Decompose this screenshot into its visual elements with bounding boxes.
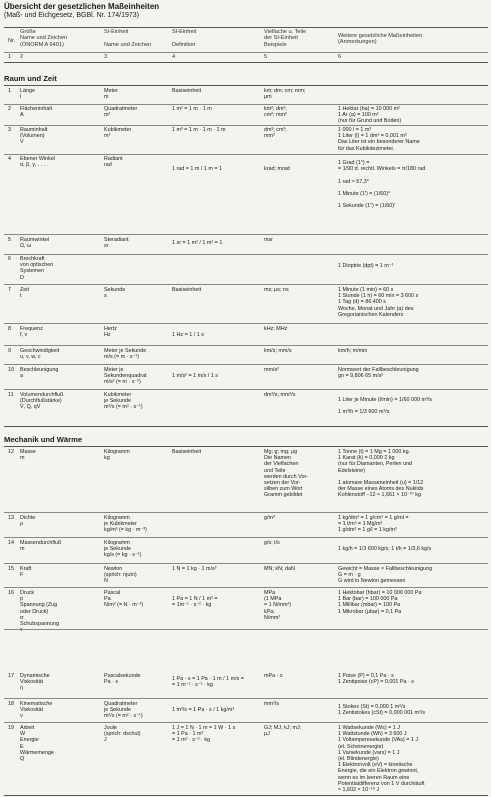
row-17-definition: 1 Pa · s = 1 Pa · 1 m / 1 m/s = = 1 m⁻¹ · s⁻¹ · kg — [172, 676, 244, 689]
row-17-einheit: Pascalsekunde Pa · s — [104, 673, 141, 686]
row-3-definition: 1 m³ = 1 m · 1 m · 1 m — [172, 127, 226, 133]
row-7-vielfache: ms; μs; ns — [264, 287, 289, 293]
row-15-definition: 1 N = 1 kg · 1 m/s² — [172, 566, 217, 572]
page-subtitle: (Maß- und Eichgesetz, BGBl. Nr. 174/1973) — [4, 12, 140, 19]
col-number: 3 — [104, 54, 108, 60]
row-separator — [4, 512, 488, 513]
row-11-vielfache: dm³/s; mm³/s — [264, 392, 296, 398]
row-separator — [4, 104, 488, 105]
row-11-nr: 11 — [8, 392, 14, 398]
header-definition: SI-Einheit Definition — [172, 29, 197, 48]
col-number: 5 — [264, 54, 268, 60]
row-7-einheit: Sekunde s — [104, 287, 126, 300]
row-9-vielfache: km/s; mm/s — [264, 348, 292, 354]
row-3-vielfache: dm³; cm³; mm³ — [264, 127, 287, 140]
row-10-einheit: Meter je Sekundenquadrat m/s² (= m · s⁻²) — [104, 367, 147, 386]
row-2-nr: 2 — [8, 106, 11, 112]
row-separator — [4, 698, 488, 699]
row-separator — [4, 323, 488, 324]
row-17-vielfache: mPa · s — [264, 673, 283, 679]
row-8-nr: 8 — [8, 326, 11, 332]
row-5-vielfache: msr — [264, 237, 273, 243]
header-bottom-rule — [4, 62, 488, 63]
row-14-nr: 14 — [8, 540, 14, 546]
row-3-einheit: Kubikmeter m³ — [104, 127, 132, 140]
row-separator — [4, 537, 488, 538]
row-19-definition: 1 J = 1 N · 1 m = 1 W · 1 s = 1 Pa · 1 m³ = 1 m² · s⁻² · kg — [172, 725, 236, 744]
row-6-groesse: Brechkraft von optischen Systemen D — [20, 256, 54, 281]
row-17-weitere: 1 Poise (P) = 0,1 Pa · s 1 Zentipoise (cP) = 0,001 Pa · s — [338, 673, 414, 686]
header-einheit: SI-Einheit Name und Zeichen — [104, 29, 152, 48]
row-14-einheit: Kilogramm je Sekunde kg/s (= kg · s⁻¹) — [104, 540, 142, 559]
row-15-nr: 15 — [8, 566, 14, 572]
row-4-einheit: Radiant rad — [104, 156, 123, 169]
row-12-einheit: Kilogramm kg — [104, 449, 130, 462]
row-7-weitere: 1 Minute (1 min) = 60 s 1 Stunde (1 h) = 60 min = 3 600 s 1 Tag (d) = 86 400 s Woche, Monat und Jahr (a) des Gregorianischen Kalenders — [338, 287, 419, 318]
row-9-weitere: km/h; m/min — [338, 348, 368, 354]
row-13-vielfache: g/m³ — [264, 515, 275, 521]
row-separator — [4, 254, 488, 255]
row-2-groesse: Flächeninhalt A — [20, 106, 53, 119]
row-14-weitere: 1 kg/h = 1/3 600 kg/s; 1 t/h = 1/3,6 kg/s — [338, 546, 432, 552]
row-1-einheit: Meter m — [104, 88, 118, 101]
col-number: 1 — [8, 54, 12, 60]
row-2-definition: 1 m² = 1 m · 1 m — [172, 106, 212, 112]
row-2-weitere: 1 Hektar (ha) = 10 000 m² 1 Ar (a) = 100 m² (nur für Grund und Boden) — [338, 106, 402, 125]
row-13-einheit: Kilogramm je Kubikmeter kg/m³ (= kg · m⁻³) — [104, 515, 147, 534]
row-9-nr: 9 — [8, 348, 11, 354]
row-16-vielfache: MPa (1 MPa = 1 N/mm²) kPa; N/mm² — [264, 590, 292, 621]
row-5-einheit: Steradiant sr — [104, 237, 129, 250]
row-8-vielfache: kHz; MHz — [264, 326, 288, 332]
col-number: 4 — [172, 54, 176, 60]
row-11-groesse: Volumendurchfluß (Durchflußstärke) V̇, Q, qV — [20, 392, 64, 411]
row-6-weitere: 1 Dioptrie (dpt) = 1 m⁻¹ — [338, 263, 394, 269]
col-number: 6 — [338, 54, 342, 60]
row-15-einheit: Newton (sprich: njutn) N — [104, 566, 137, 585]
row-separator — [4, 284, 488, 285]
row-13-weitere: 1 kg/dm³ = 1 g/cm³ = 1 g/ml = = 1 t/m³ = 1 Mg/m³ 1 g/dm³ = 1 g/l = 1 kg/m³ — [338, 515, 409, 534]
row-14-groesse: Massendurchfluß m — [20, 540, 62, 553]
header-nr: Nr. — [8, 38, 16, 44]
row-19-nr: 19 — [8, 725, 14, 731]
row-separator — [4, 364, 488, 365]
row-3-weitere: 1 000 l = 1 m³ 1 Liter (l) = 1 dm³ = 0,001 m³ Das Liter ist ein besonderer Name für das Kubikdezimeter. — [338, 127, 420, 152]
row-16-einheit: Pascal Pa N/m² (= N · m⁻²) — [104, 590, 144, 609]
row-4-groesse: Ebener Winkel α, β, γ, . . . . — [20, 156, 56, 169]
page-title: Übersicht der gesetzlichen Maßeinheiten — [4, 2, 160, 11]
row-12-vielfache: Mg; g; mg; μg Die Namen der Vielfachen und Teile werden durch Vor- setzen der Vor- silben zum Wort Gramm gebildet — [264, 449, 309, 499]
row-17-nr: 17 — [8, 673, 14, 679]
row-19-einheit: Joule (sprich: dschul) J — [104, 725, 141, 744]
row-16-groesse: Druck p Spannung (Zug oder Druck) σ Schubspannung τ — [20, 590, 59, 634]
row-7-definition: Basiseinheit — [172, 287, 202, 293]
row-18-einheit: Quadratmeter je Sekunde m²/s (= m² · s⁻¹) — [104, 701, 143, 720]
row-7-groesse: Zeit t — [20, 287, 29, 300]
header-top-rule — [4, 27, 488, 28]
row-2-vielfache: km²; dm²; cm²; mm² — [264, 106, 287, 119]
row-1-vielfache: km; dm; cm; mm; μm — [264, 88, 306, 101]
row-8-definition: 1 Hz = 1 / 1 s — [172, 332, 204, 338]
row-separator — [4, 234, 488, 235]
row-13-groesse: Dichte ρ — [20, 515, 36, 528]
section-heading-mechanik: Mechanik und Wärme — [4, 435, 83, 444]
row-separator — [4, 629, 488, 630]
section-end-rule — [4, 426, 488, 427]
header-mid-rule — [4, 52, 488, 53]
row-12-weitere: 1 Tonne (t) = 1 Mg = 1 000 kg. 1 Karat (k) = 0,000 2 kg (nur für Diamanten, Perlen und Edelsteine) 1 atomare Masseneinheit (u) = 1/12 der Masse eines Atoms des Nuklids Kohlenstoff −12 ≈ 1,661 × 10⁻²⁷ kg — [338, 449, 424, 499]
row-17-groesse: Dynamische Viskosität η — [20, 673, 50, 692]
row-18-vielfache: mm²/s — [264, 701, 279, 707]
row-separator — [4, 389, 488, 390]
row-10-definition: 1 m/s² = 1 m/s / 1 s — [172, 373, 218, 379]
row-16-weitere: 1 Hektobar (hbar) = 10 000 000 Pa 1 Bar (bar) = 100 000 Pa 1 Millibar (mbar) = 100 Pa 1 Mikrobar (μbar) = 0,1 Pa — [338, 590, 422, 615]
row-8-groesse: Frequenz f, ν — [20, 326, 43, 339]
row-separator — [4, 345, 488, 346]
row-16-nr: 16 — [8, 590, 14, 596]
row-5-definition: 1 sr = 1 m² / 1 m² = 1 — [172, 240, 223, 246]
row-1-definition: Basiseinheit — [172, 88, 202, 94]
section-heading-raum: Raum und Zeit — [4, 74, 57, 83]
row-separator — [4, 587, 488, 588]
row-separator — [4, 722, 488, 723]
row-separator — [4, 563, 488, 564]
row-18-weitere: 1 Stokes (St) = 0,000 1 m²/s 1 Zentistokes (cSt) = 0,000 001 m²/s — [338, 704, 426, 717]
row-14-vielfache: g/s; t/s — [264, 540, 280, 546]
row-15-groesse: Kraft F — [20, 566, 32, 579]
row-12-definition: Basiseinheit — [172, 449, 202, 455]
row-4-definition: 1 rad = 1 m / 1 m = 1 — [172, 166, 223, 172]
row-6-nr: 6 — [8, 256, 11, 262]
row-12-nr: 12 — [8, 449, 14, 455]
row-3-groesse: Rauminhalt (Volumen) V — [20, 127, 48, 146]
header-weitere: Weitere gesetzliche Maßeinheiten (Anmerkungen) — [338, 33, 423, 46]
row-9-einheit: Meter je Sekunde m/s (= m · s⁻¹) — [104, 348, 147, 361]
row-8-einheit: Hertz Hz — [104, 326, 117, 339]
row-5-groesse: Raumwinkel Ω, ω — [20, 237, 50, 250]
row-4-weitere: 1 Grad (1°) = = 1/90 d. rechtl. Winkels = π/180 rad 1 rad ≈ 57,3° 1 Minute (1') = (1/60)° 1 Sekunde (1") = (1/60)' — [338, 160, 426, 210]
row-7-nr: 7 — [8, 287, 11, 293]
row-separator — [4, 125, 488, 126]
row-1-groesse: Länge l — [20, 88, 35, 101]
row-9-groesse: Geschwindigkeit u, v, w, c — [20, 348, 60, 361]
row-11-einheit: Kubikmeter je Sekunde m³/s (= m³ · s⁻¹) — [104, 392, 143, 411]
section-rule — [4, 446, 488, 447]
header-groesse: Größe Name und Zeichen (ÖNORM A 6401) — [20, 29, 68, 48]
row-4-nr: 4 — [8, 156, 11, 162]
row-15-weitere: Gewicht = Masse × Fallbeschleunigung G = m · g G wird in Newton gemessen — [338, 566, 433, 585]
row-19-vielfache: GJ; MJ; kJ; mJ; μJ — [264, 725, 302, 738]
row-11-weitere: 1 Liter je Minute (l/min) = 1/60 000 m³/s 1 m³/h = 1/3 600 m³/s — [338, 397, 432, 416]
row-10-groesse: Beschleunigung a — [20, 367, 59, 380]
row-13-nr: 13 — [8, 515, 14, 521]
row-10-nr: 10 — [8, 367, 14, 373]
row-separator — [4, 154, 488, 155]
row-19-groesse: Arbeit W Energie E Wärmemenge Q — [20, 725, 54, 763]
row-10-vielfache: mm/s² — [264, 367, 279, 373]
row-18-definition: 1 m²/s = 1 Pa · s / 1 kg/m³ — [172, 707, 235, 713]
row-3-nr: 3 — [8, 127, 11, 133]
row-10-weitere: Normwert der Fallbeschleunigung gn = 9,806 65 m/s² — [338, 367, 419, 380]
row-16-definition: 1 Pa = 1 N / 1 m² = = 1m⁻¹ · s⁻² · kg — [172, 596, 218, 609]
section-rule — [4, 85, 488, 86]
header-vielfache: Vielfache u. Teile der SI-Einheit Beispiele — [264, 29, 307, 48]
row-12-groesse: Masse m — [20, 449, 36, 462]
row-18-groesse: Kinematische Viskosität ν — [20, 701, 53, 720]
row-15-vielfache: MN; kN; daN — [264, 566, 295, 572]
row-5-nr: 5 — [8, 237, 11, 243]
row-2-einheit: Quadratmeter m² — [104, 106, 138, 119]
row-4-vielfache: krad; mrad — [264, 166, 290, 172]
col-number: 2 — [20, 54, 24, 60]
row-1-nr: 1 — [8, 88, 11, 94]
row-19-weitere: 1 Wattsekunde (Ws) = 1 J 1 Wattstunde (Wh) = 3 600 J 1 Voltamperesekunde (VAs) = 1 J (el. Scheinenergie) 1 Varsekunde (vars) = 1 J (el. Blindenergie) 1 Elektronvolt (eV) = kinetische Energie, die ein Elektron gewinnt, wenn es im leeren Raum eine Potentialdifferenz von 1 V durchläuft ≈ 1,602 × 10⁻¹⁹ J — [338, 725, 425, 794]
table-bottom-rule — [4, 795, 488, 796]
row-18-nr: 18 — [8, 701, 14, 707]
